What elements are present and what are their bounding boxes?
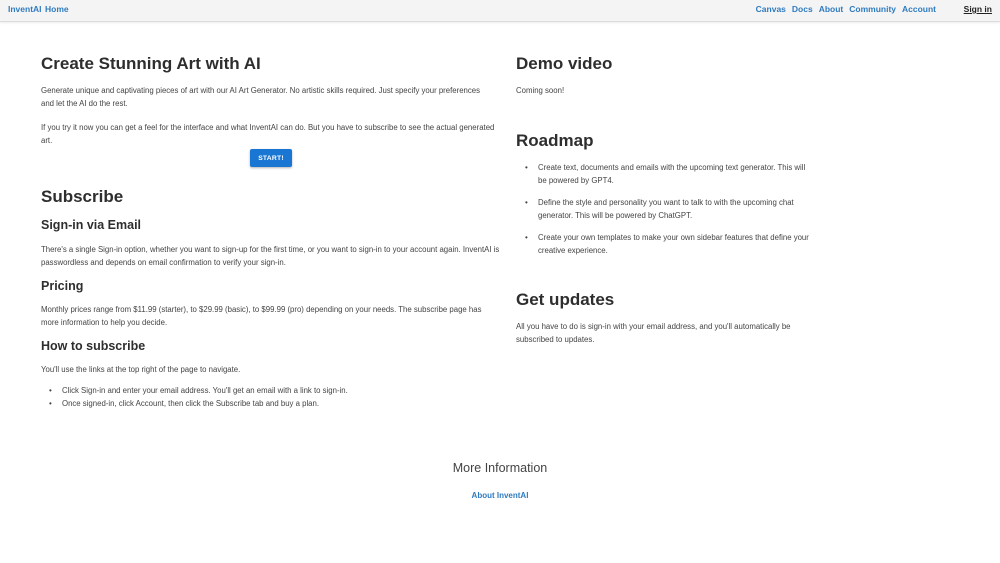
demo-video-text: Coming soon! <box>516 86 565 95</box>
get-updates-title: Get updates <box>516 290 615 309</box>
nav-signin-link[interactable]: Sign in <box>963 4 992 14</box>
signin-email-heading: Sign-in via Email <box>41 218 142 232</box>
signin-email-text: There's a single Sign-in option, whether you want to sign-up for the first time, or you want to sign-in to your account again. InventAI is passwordless and depends on email confirmation to verify your sign-in. <box>41 245 500 267</box>
more-information-heading: More Information <box>452 461 548 475</box>
nav-docs-link[interactable]: Docs <box>791 4 813 14</box>
list-item: • Define the style and personality you want to talk to with the upcoming chat generator. This will be powered by ChatGPT. <box>517 197 812 222</box>
list-item: • Create your own templates to make your own sidebar features that define your creative experience. <box>517 232 812 257</box>
how-to-subscribe-heading: How to subscribe <box>41 339 146 353</box>
subscribe-title: Subscribe <box>41 187 124 206</box>
pricing-heading: Pricing <box>41 279 84 293</box>
nav-about-link[interactable]: About <box>818 4 844 14</box>
nav-home-link[interactable]: Home <box>45 4 69 14</box>
how-to-subscribe-text: You'll use the links at the top right of the page to navigate. <box>41 365 241 374</box>
start-button[interactable]: START! <box>250 149 292 167</box>
roadmap-title: Roadmap <box>516 131 594 150</box>
hero-paragraph-2: If you try it now you can get a feel for the interface and what InventAI can do. But you have to subscribe to see the actual generated art. <box>41 123 495 145</box>
nav-brand-link[interactable]: InventAI <box>8 4 42 14</box>
nav-canvas-link[interactable]: Canvas <box>755 4 786 14</box>
list-item: • Create text, documents and emails with the upcoming text generator. This will be powered by GPT4. <box>517 162 812 187</box>
roadmap-list <box>517 162 812 267</box>
nav-account-link[interactable]: Account <box>902 4 936 14</box>
nav-community-link[interactable]: Community <box>849 4 896 14</box>
about-inventai-link[interactable]: About InventAI <box>471 491 529 500</box>
list-item: • Once signed-in, click Account, then click the Subscribe tab and buy a plan. <box>41 398 501 411</box>
list-item: • Click Sign-in and enter your email address. You'll get an email with a link to sign-in. <box>41 385 501 398</box>
pricing-text: Monthly prices range from $11.99 (starter), to $29.99 (basic), to $99.99 (pro) depending on your needs. The subscribe page has more information to help you decide. <box>41 305 482 327</box>
nav-links <box>756 4 936 14</box>
demo-video-title: Demo video <box>516 54 613 73</box>
hero-paragraph-1: Generate unique and captivating pieces of art with our AI Art Generator. No artistic skills required. Just specify your preferences and let the AI do the rest. <box>41 86 481 108</box>
hero-title: Create Stunning Art with AI <box>41 54 261 73</box>
get-updates-text: All you have to do is sign-in with your email address, and you'll automatically be subscribed to updates. <box>516 322 791 344</box>
subscribe-steps-list <box>41 385 501 410</box>
top-nav-bar <box>0 0 1000 22</box>
